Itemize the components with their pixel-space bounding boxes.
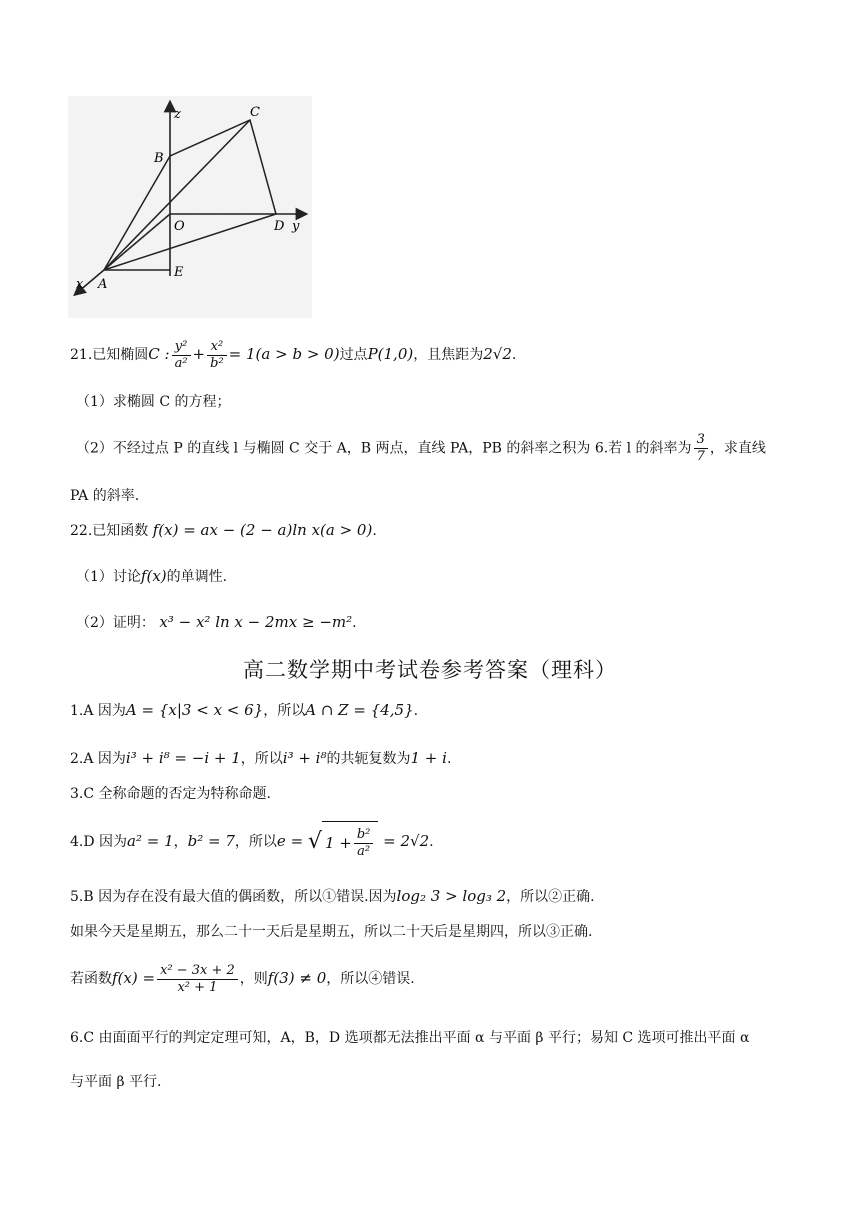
answer-2-expr2: i³ + i⁸ [282,749,327,767]
label-E: E [174,265,184,280]
dashed-AO [104,214,170,270]
answer-4-e2: b² = 7 [187,832,235,850]
answer-5-num: x² − 3x + 2 [157,963,238,980]
q21-end: . [511,347,517,363]
answer-4-lhs: e = [276,832,304,850]
answer-4-rhs: = 2√2 [383,832,430,850]
answer-1-a: 1.A 因为 [70,703,126,719]
answer-4-one: 1 + [324,833,352,852]
answer-5-d: ，则 [239,971,268,987]
answer-5-line3 [70,958,415,999]
answer-2-a: 2.A 因为 [70,751,126,767]
answer-1-expr2: A ∩ Z = {4,5} [305,701,414,719]
q21-rhs: = 1(a > b > 0) [228,345,340,363]
answer-3: 3.C 全称命题的否定为特称命题. [70,786,271,802]
q21-frac2-num: x² [207,339,227,356]
label-O: O [174,219,185,234]
q21-part2-cont: PA 的斜率. [70,488,140,504]
answer-2 [70,748,451,769]
q21-part2-tail: ，求直线 [709,440,766,457]
label-B: B [154,151,164,166]
answer-5-expr2: f(3) ≠ 0 [267,969,327,987]
answer-4-radicand [322,821,378,864]
answer-2-end: . [446,751,452,767]
answer-5-den: x² + 1 [177,979,218,995]
answer-5 [70,886,595,907]
answer-5-line2: 如果今天是星期五，那么二十一天后是星期五，所以二十天后是星期四，所以③正确. [70,924,593,940]
answer-1-b: ，所以 [263,703,306,719]
q21-mid: 过点 [339,347,368,363]
answer-4-a: 4.D 因为 [70,834,128,850]
q22-part2-expr: x³ − x² ln x − 2mx ≥ −m² [159,613,353,631]
q21-part2-den: 7 [696,449,705,464]
answer-5-f: f(x) = [112,969,156,987]
answer-6-line1: 6.C 由面面平行的判定定理可知，A，B，D 选项都无法推出平面 α 与平面 β 平行；易知 C 选项可推出平面 α [70,1030,750,1046]
label-D: D [274,219,285,234]
answer-4-e3 [276,827,430,859]
answer-4-b: ，所以 [234,834,277,850]
q21-frac1-num: y² [172,339,191,356]
answer-2-c: 的共轭复数为 [326,751,411,767]
q21-after: ，且焦距为 [413,347,484,363]
answer-4-den: a² [357,844,371,859]
q22-prefix: 22.已知函数 [70,523,149,539]
label-z: z [174,107,181,122]
q22-stem [70,520,377,541]
label-A: A [98,277,108,292]
q21-stem [70,338,516,372]
answer-4-num: b² [354,827,374,844]
answer-4-e1: a² = 1 [127,832,174,850]
answer-6-line2: 与平面 β 平行. [70,1074,162,1090]
q21-focal: 2√2 [483,345,512,363]
answer-4 [70,820,434,864]
q21-part2 [76,432,766,465]
q22-end: . [372,523,377,539]
answer-5-expr: log₂ 3 > log₃ 2 [396,887,507,905]
q21-part2-text: （2）不经过点 P 的直线 l 与椭圆 C 交于 A，B 两点，直线 PA，PB 的斜率之积为 6.若 l 的斜率为 [76,440,692,457]
q22-part2-end: . [352,615,357,631]
answer-title: 高二数学期中考试卷参考答案（理科） [243,658,617,682]
geometry-figure [68,96,312,318]
q21-frac2-den: b² [210,355,224,371]
q22-part1-f: f(x) [140,567,167,585]
q21-part1: （1）求椭圆 C 的方程； [76,394,231,410]
q21-frac1-den: a² [174,355,188,371]
sqrt-sign: √ [307,829,322,854]
q22-part1-b: 的单调性. [166,569,228,585]
answer-5-a: 5.B 因为存在没有最大值的偶函数，所以①错误.因为 [70,889,397,905]
answer-1-expr1: A = {x|3 < x < 6} [125,701,264,719]
q22-part1-a: （1）讨论 [76,569,141,585]
answer-2-expr3: 1 + i [410,749,447,767]
answer-4-end: . [429,834,434,850]
answer-5-e: ，所以④错误. [326,971,415,987]
q21-prefix: 21.已知椭圆 [70,347,149,363]
q21-point: P(1,0) [367,345,414,363]
q22-part1 [76,566,227,587]
answer-1-end: . [413,703,419,719]
answer-2-expr1: i³ + i⁸ = −i + 1 [125,749,241,767]
q22-part2 [76,612,357,633]
answer-1 [70,700,418,721]
answer-5-c: 若函数 [70,971,112,987]
q22-func: f(x) = ax − (2 − a)ln x(a > 0) [152,521,373,539]
q22-part2-a: （2）证明： [76,615,155,631]
q21-part2-num: 3 [694,432,708,449]
answer-5-b: ，所以②正确. [506,889,595,905]
edge-AC [104,120,250,270]
answer-2-b: ，所以 [240,751,283,767]
answer-4-sep: ， [173,834,188,850]
q21-lhs: C : [148,345,170,363]
label-C: C [250,105,260,120]
geometry-figure-svg [68,96,312,318]
label-y: y [292,219,300,234]
q21-ellipse: C : $\frac{\text{y²}}{\text{a²}}$ + $\frac{\text{x²}}{\text{b²}}$ = 1(a > b > 0) [148,338,340,371]
label-x: x [76,277,84,292]
